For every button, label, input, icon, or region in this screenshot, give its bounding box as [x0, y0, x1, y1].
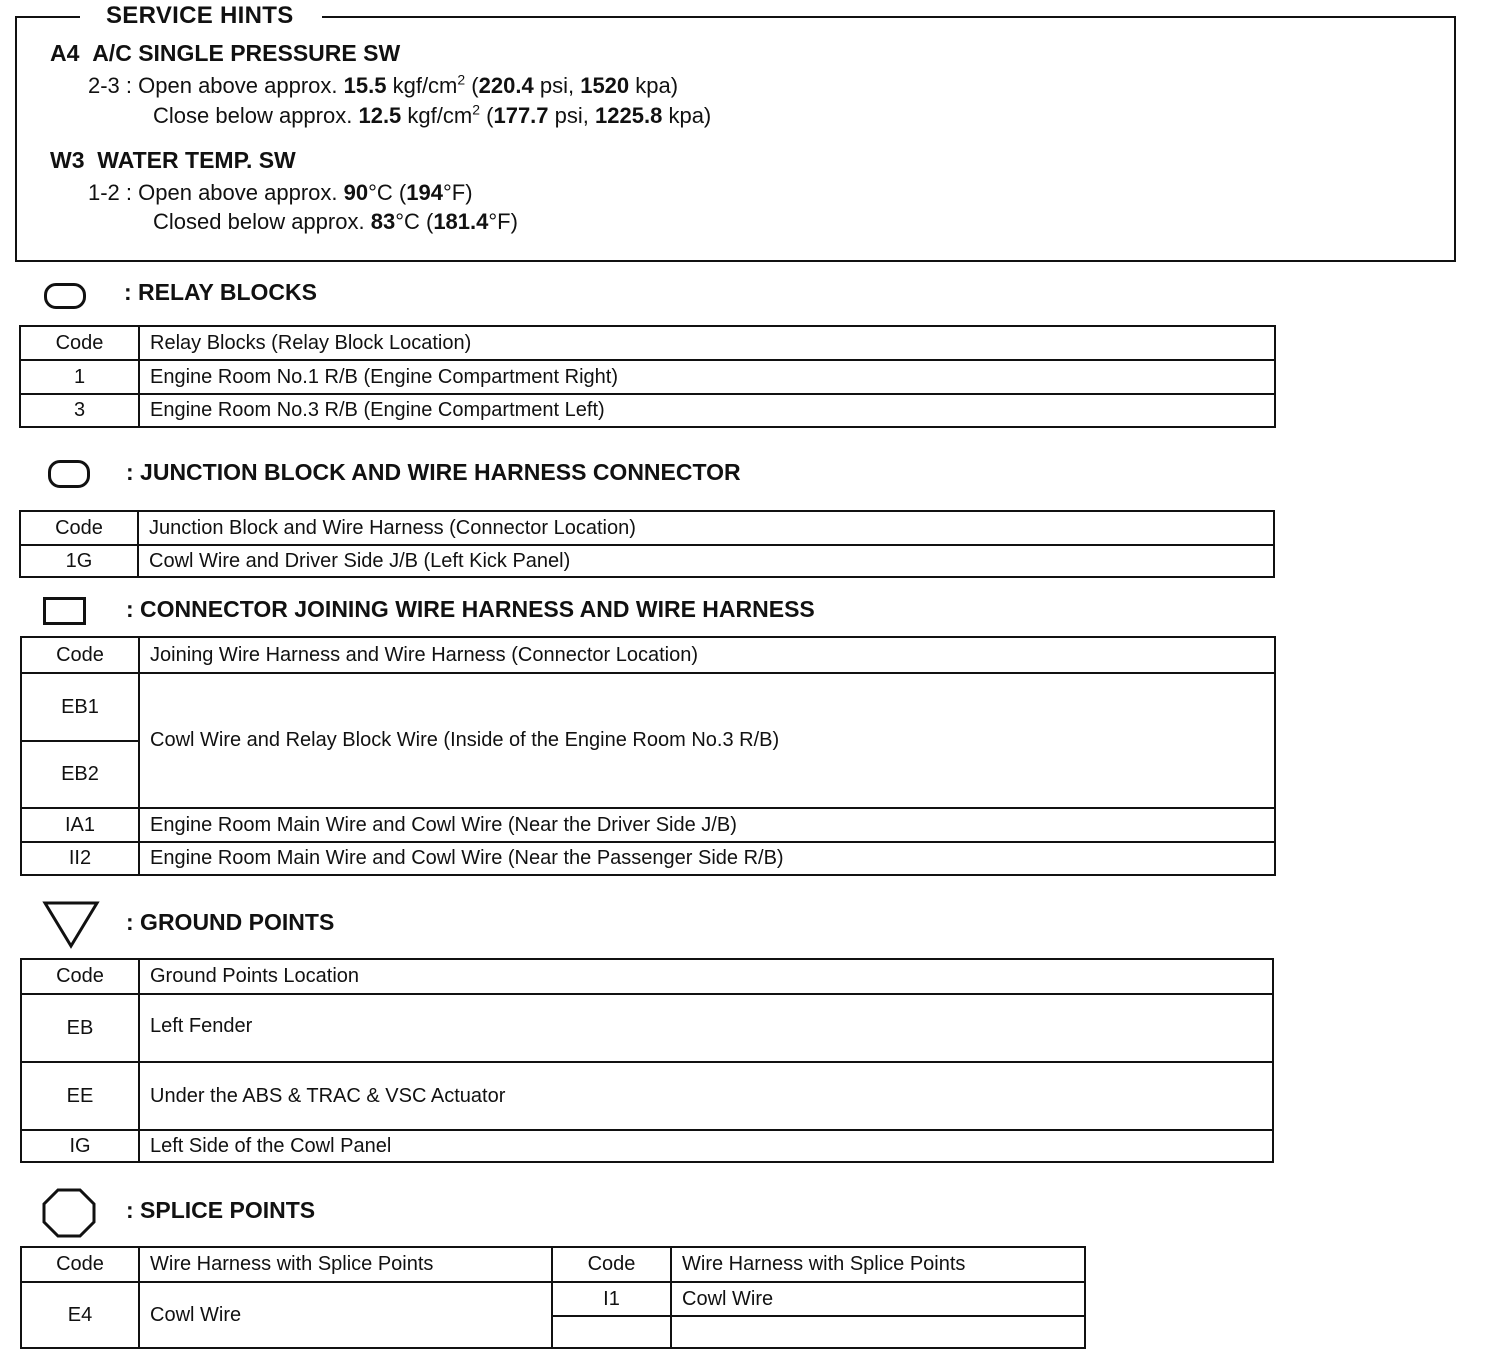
hint-unit: psi, — [554, 103, 589, 128]
table-row — [21, 842, 1275, 875]
row-code: II2 — [21, 842, 139, 875]
table-row — [21, 808, 1275, 842]
row-desc: Cowl Wire — [671, 1282, 1085, 1316]
junction-block-heading: : JUNCTION BLOCK AND WIRE HARNESS CONNECTOR — [126, 459, 741, 485]
hint-a4-id: A4 — [50, 40, 80, 66]
hint-unit: °F) — [442, 180, 473, 205]
hint-value: 177.7 — [493, 103, 549, 128]
header-desc-left: Wire Harness with Splice Points — [139, 1247, 552, 1282]
header-desc: Junction Block and Wire Harness (Connector Location) — [138, 511, 1274, 545]
relay-block-symbol-icon — [44, 283, 86, 309]
hint-unit: °C ( — [395, 209, 434, 234]
ground-points-heading: : GROUND POINTS — [126, 909, 335, 935]
row-desc: Engine Room No.1 R/B (Engine Compartment Right) — [139, 360, 1275, 394]
hint-value: 1225.8 — [595, 103, 663, 128]
header-code: Code — [20, 511, 138, 545]
row-code: I1 — [552, 1282, 671, 1316]
hint-a4-heading — [50, 40, 400, 67]
hint-unit: psi, — [539, 73, 575, 98]
service-hints-title: SERVICE HINTS — [80, 2, 322, 30]
table-header-row — [20, 511, 1274, 545]
hint-text: Closed below approx. — [153, 209, 365, 234]
hint-w3-id: W3 — [50, 147, 85, 173]
row-desc: Left Fender — [139, 994, 1273, 1062]
row-code: 1G — [20, 545, 138, 577]
row-desc: Cowl Wire and Driver Side J/B (Left Kick Panel) — [138, 545, 1274, 577]
row-desc — [671, 1316, 1085, 1348]
junction-block-symbol-icon — [48, 460, 90, 488]
row-code: EE — [21, 1062, 139, 1130]
table-header-row — [21, 637, 1275, 673]
hint-unit: kgf/cm — [392, 73, 458, 98]
table-header-row — [21, 1247, 1085, 1282]
hint-value: 1520 — [580, 73, 630, 98]
hint-sup: 2 — [472, 101, 481, 118]
row-desc: Engine Room Main Wire and Cowl Wire (Near the Driver Side J/B) — [139, 808, 1275, 842]
hint-unit: °F) — [488, 209, 518, 234]
table-header-row — [21, 959, 1273, 994]
hint-w3-heading — [50, 147, 296, 174]
row-desc: Under the ABS & TRAC & VSC Actuator — [139, 1062, 1273, 1130]
table-row — [20, 360, 1275, 394]
hint-a4-line-2: Close below approx. 12.5 kgf/$cm^2$ (177.7 psi, 1225.8 kpa) — [153, 101, 712, 128]
header-code: Code — [20, 326, 139, 360]
row-code — [552, 1316, 671, 1348]
hint-pins: 1-2 — [88, 180, 120, 205]
row-code: EB — [21, 994, 139, 1062]
hint-a4-line-1: 2-3 : Open above approx. 15.5 kgf/$cm^2$ (220.4 psi, 1520 kpa) — [88, 71, 679, 98]
hint-value: 181.4 — [433, 209, 489, 234]
hint-sup: 2 — [457, 71, 466, 88]
splice-point-symbol-icon — [41, 1187, 97, 1239]
joining-connector-table — [20, 636, 1276, 876]
header-desc: Relay Blocks (Relay Block Location) — [139, 326, 1275, 360]
hint-value: 220.4 — [478, 73, 534, 98]
table-row — [20, 545, 1274, 577]
relay-blocks-heading: : RELAY BLOCKS — [124, 279, 317, 305]
header-code-left: Code — [21, 1247, 139, 1282]
hint-a4-name: A/C SINGLE PRESSURE SW — [92, 40, 401, 66]
table-row — [21, 1282, 1085, 1316]
row-code: 1 — [20, 360, 139, 394]
hint-pins: 2-3 — [88, 73, 120, 98]
hint-w3-name: WATER TEMP. SW — [97, 147, 296, 173]
row-code: E4 — [21, 1282, 139, 1348]
table-header-row — [20, 326, 1275, 360]
splice-points-table — [20, 1246, 1086, 1349]
row-code: IG — [21, 1130, 139, 1162]
hint-unit: kpa) — [668, 103, 712, 128]
ground-points-table — [20, 958, 1274, 1163]
row-code: 3 — [20, 394, 139, 427]
header-desc-right: Wire Harness with Splice Points — [671, 1247, 1085, 1282]
header-desc: Ground Points Location — [139, 959, 1273, 994]
row-desc: Cowl Wire and Relay Block Wire (Inside of the Engine Room No.3 R/B) — [139, 673, 1275, 808]
hint-unit: °C ( — [368, 180, 407, 205]
row-desc: Engine Room Main Wire and Cowl Wire (Near the Passenger Side R/B) — [139, 842, 1275, 875]
table-row — [21, 673, 1275, 741]
relay-blocks-table — [19, 325, 1276, 428]
header-desc: Joining Wire Harness and Wire Harness (Connector Location) — [139, 637, 1275, 673]
hint-text: Open above approx. — [138, 180, 338, 205]
junction-block-table — [19, 510, 1275, 578]
hint-unit: kpa) — [635, 73, 679, 98]
hint-w3-line-1: 1-2 : Open above approx. 90°C (194°F) — [88, 180, 473, 205]
row-code: IA1 — [21, 808, 139, 842]
row-desc: Cowl Wire — [139, 1282, 552, 1348]
table-row — [21, 1130, 1273, 1162]
hint-value: 194 — [406, 180, 443, 205]
joining-connector-heading: : CONNECTOR JOINING WIRE HARNESS AND WIRE HARNESS — [126, 596, 815, 622]
hint-value: 12.5 — [358, 103, 402, 128]
row-code: EB2 — [21, 741, 139, 808]
row-desc: Left Side of the Cowl Panel — [139, 1130, 1273, 1162]
hint-unit: kgf/cm — [407, 103, 473, 128]
ground-point-symbol-icon — [42, 900, 100, 950]
header-code: Code — [21, 637, 139, 673]
hint-w3-line-2 — [153, 209, 518, 235]
hint-text: Close below approx. — [153, 103, 353, 128]
hint-value: 83 — [370, 209, 396, 234]
hint-value: 15.5 — [343, 73, 387, 98]
row-code: EB1 — [21, 673, 139, 741]
splice-points-heading: : SPLICE POINTS — [126, 1197, 316, 1223]
header-code-right: Code — [552, 1247, 671, 1282]
hint-text: Open above approx. — [138, 73, 338, 98]
table-row — [20, 394, 1275, 427]
table-row — [21, 994, 1273, 1062]
table-row — [21, 1062, 1273, 1130]
row-desc: Engine Room No.3 R/B (Engine Compartment Left) — [139, 394, 1275, 427]
hint-value: 90 — [343, 180, 369, 205]
joining-connector-symbol-icon — [43, 597, 86, 625]
header-code: Code — [21, 959, 139, 994]
